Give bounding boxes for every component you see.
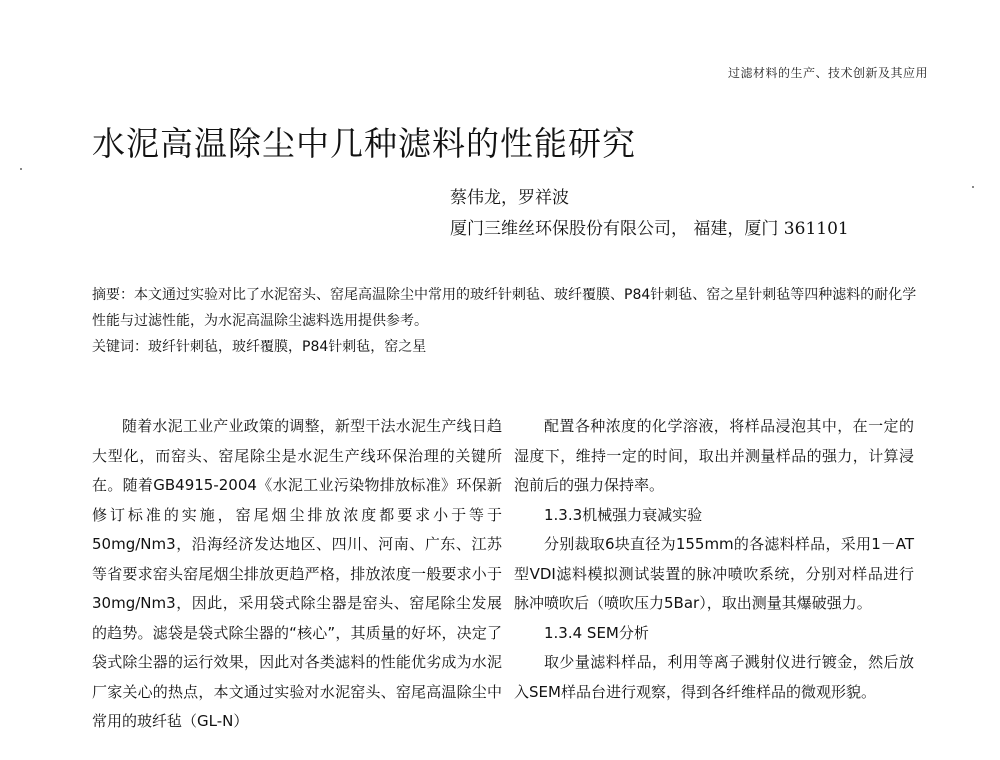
keywords (92, 334, 922, 360)
paper-title: 水泥高温除尘中几种滤料的性能研究 (92, 124, 636, 163)
section-heading-1-3-4: 1.3.4 SEM分析 (544, 623, 649, 642)
scan-speck (20, 168, 22, 170)
abstract-section (92, 282, 922, 360)
abstract (92, 282, 922, 334)
intro-paragraph: 随着水泥工业产业政策的调整，新型干法水泥生产线日趋大型化，而窑头、窑尾除尘是水泥生产线环保治理的关键所在。随着GB4915-2004《水泥工业污染物排放标准》环保新修订标准的实施，窑尾烟尘排放浓度都要求小于等于50mg/Nm3，沿海经济发达地区、四川、河南、广东、江苏等省要求窑头窑尾烟尘排放更趋严格，排放浓度一般要求小于30mg/Nm3，因此，采用袋式除尘器是窑头、窑尾除尘发展的趋势。滤袋是袋式除尘器的“核心”，其质量的好坏，决定了袋式除尘器的运行效果，因此对各类滤料的性能优劣成为水泥厂家关心的热点，本文通过实验对水泥窑头、窑尾高温除尘中常用的玻纤毡（GL-N） (92, 417, 502, 730)
running-header: 过滤材料的生产、技术创新及其应用 (727, 66, 928, 80)
abstract-text: 本文通过实验对比了水泥窑头、窑尾高温除尘中常用的玻纤针刺毡、玻纤覆膜、P84针刺毡、窑之星针刺毡等四种滤料的耐化学性能与过滤性能，为水泥高温除尘滤料选用提供参考。 (92, 287, 917, 329)
scan-speck (972, 186, 974, 188)
abstract-label: 摘要： (92, 287, 134, 303)
chemical-test-paragraph: 配置各种浓度的化学溶液，将样品浸泡其中，在一定的湿度下，维持一定的时间，取出并测量样品的强力，计算浸泡前后的强力保持率。 (514, 417, 914, 494)
affiliation: 厦门三维丝环保股份有限公司， 福建，厦门 361101 (450, 219, 849, 239)
sem-paragraph: 取少量滤料样品，利用等离子溅射仪进行镀金，然后放入SEM样品台进行观察，得到各纤维样品的微观形貌。 (514, 653, 914, 701)
authors: 蔡伟龙，罗祥波 (450, 188, 569, 208)
section-heading-1-3-3: 1.3.3机械强力衰减实验 (544, 505, 703, 524)
keywords-text: 玻纤针刺毡，玻纤覆膜，P84针刺毡，窑之星 (148, 339, 427, 355)
mechanical-test-paragraph: 分别裁取6块直径为155mm的各滤料样品，采用1－AT型VDI滤料模拟测试装置的脉冲喷吹系统，分别对样品进行脉冲喷吹后（喷吹压力5Bar），取出测量其爆破强力。 (514, 535, 914, 612)
keywords-label: 关键词： (92, 339, 148, 355)
right-column (514, 412, 914, 707)
left-column (92, 412, 502, 737)
